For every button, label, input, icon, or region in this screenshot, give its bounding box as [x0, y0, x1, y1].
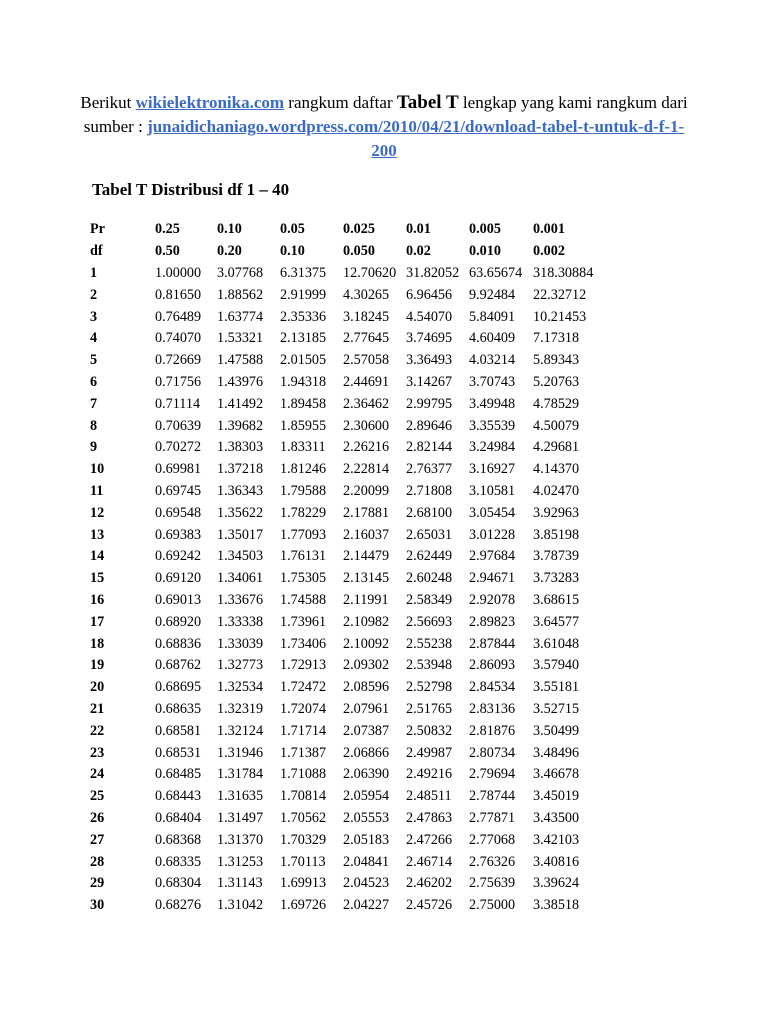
header-df-cell: 0.010	[469, 243, 501, 260]
value-cell: 3.05454	[469, 504, 516, 521]
header-pr-cell: 0.01	[406, 221, 431, 238]
value-cell: 1.31784	[217, 766, 264, 783]
header-pr-label: Pr	[90, 221, 105, 238]
df-cell: 25	[90, 788, 105, 805]
value-cell: 1.37218	[217, 461, 264, 478]
value-cell: 2.05553	[343, 809, 390, 826]
value-cell: 1.71387	[280, 744, 327, 761]
value-cell: 2.60248	[406, 570, 453, 587]
df-cell: 6	[90, 373, 98, 390]
value-cell: 1.74588	[280, 591, 327, 608]
value-cell: 4.29681	[533, 439, 580, 456]
value-cell: 2.45726	[406, 897, 453, 914]
header-df-cell: 0.50	[155, 243, 180, 260]
value-cell: 2.10092	[343, 635, 390, 652]
value-cell: 2.94671	[469, 570, 516, 587]
value-cell: 2.53948	[406, 657, 453, 674]
value-cell: 1.69726	[280, 897, 327, 914]
value-cell: 2.36462	[343, 395, 390, 412]
value-cell: 1.70562	[280, 809, 327, 826]
value-cell: 1.79588	[280, 482, 327, 499]
value-cell: 2.80734	[469, 744, 516, 761]
value-cell: 1.31497	[217, 809, 264, 826]
intro-middle: rangkum daftar	[284, 93, 397, 112]
value-cell: 0.68304	[155, 875, 202, 892]
df-cell: 2	[90, 286, 98, 303]
value-cell: 0.74070	[155, 330, 202, 347]
value-cell: 2.92078	[469, 591, 516, 608]
table-heading: Tabel T Distribusi df 1 – 40	[92, 180, 290, 199]
value-cell: 1.94318	[280, 373, 327, 390]
value-cell: 4.03214	[469, 352, 516, 369]
intro-bold-term: Tabel T	[396, 92, 459, 113]
value-cell: 4.50079	[533, 417, 580, 434]
value-cell: 1.32534	[217, 679, 264, 696]
header-df-cell: 0.10	[280, 243, 305, 260]
value-cell: 2.26216	[343, 439, 390, 456]
value-cell: 2.30600	[343, 417, 390, 434]
value-cell: 63.65674	[469, 264, 523, 281]
value-cell: 3.35539	[469, 417, 516, 434]
value-cell: 2.87844	[469, 635, 516, 652]
table-row	[90, 263, 613, 285]
intro-prefix: Berikut	[80, 93, 136, 112]
value-cell: 2.17881	[343, 504, 390, 521]
df-cell: 3	[90, 308, 98, 325]
value-cell: 1.00000	[155, 264, 202, 281]
value-cell: 1.72913	[280, 657, 327, 674]
table-row	[90, 481, 613, 503]
value-cell: 1.31946	[217, 744, 264, 761]
value-cell: 6.31375	[280, 264, 327, 281]
value-cell: 0.69981	[155, 461, 202, 478]
value-cell: 2.77871	[469, 809, 516, 826]
value-cell: 1.43976	[217, 373, 264, 390]
value-cell: 1.33039	[217, 635, 264, 652]
value-cell: 6.96456	[406, 286, 453, 303]
header-pr-cell: 0.10	[217, 221, 242, 238]
value-cell: 2.04841	[343, 853, 390, 870]
header-pr-cell: 0.05	[280, 221, 305, 238]
value-cell: 3.92963	[533, 504, 580, 521]
value-cell: 3.07768	[217, 264, 264, 281]
value-cell: 0.68695	[155, 679, 202, 696]
value-cell: 0.68531	[155, 744, 202, 761]
value-cell: 1.47588	[217, 352, 264, 369]
df-cell: 12	[90, 504, 105, 521]
table-row	[90, 284, 613, 306]
value-cell: 3.70743	[469, 373, 516, 390]
df-cell: 13	[90, 526, 105, 543]
df-cell: 22	[90, 722, 105, 739]
value-cell: 10.21453	[533, 308, 587, 325]
header-pr-cell: 0.001	[533, 221, 565, 238]
value-cell: 1.33676	[217, 591, 264, 608]
value-cell: 3.18245	[343, 308, 390, 325]
value-cell: 3.85198	[533, 526, 580, 543]
value-cell: 1.76131	[280, 548, 327, 565]
value-cell: 3.40816	[533, 853, 580, 870]
value-cell: 5.84091	[469, 308, 516, 325]
value-cell: 3.52715	[533, 700, 580, 717]
value-cell: 1.69913	[280, 875, 327, 892]
value-cell: 4.60409	[469, 330, 516, 347]
df-cell: 9	[90, 439, 98, 456]
value-cell: 4.54070	[406, 308, 453, 325]
table-row	[90, 306, 613, 328]
value-cell: 2.83136	[469, 700, 516, 717]
df-cell: 10	[90, 461, 105, 478]
value-cell: 3.55181	[533, 679, 580, 696]
table-row	[90, 786, 613, 808]
value-cell: 2.13185	[280, 330, 327, 347]
table-body	[90, 219, 613, 917]
value-cell: 2.82144	[406, 439, 453, 456]
value-cell: 1.73961	[280, 613, 327, 630]
value-cell: 1.63774	[217, 308, 264, 325]
value-cell: 1.72472	[280, 679, 327, 696]
value-cell: 3.45019	[533, 788, 580, 805]
value-cell: 4.30265	[343, 286, 390, 303]
value-cell: 3.73283	[533, 570, 580, 587]
value-cell: 2.49216	[406, 766, 453, 783]
value-cell: 2.75000	[469, 897, 516, 914]
table-row	[90, 437, 613, 459]
value-cell: 1.78229	[280, 504, 327, 521]
value-cell: 1.70113	[280, 853, 326, 870]
value-cell: 2.51765	[406, 700, 453, 717]
value-cell: 2.84534	[469, 679, 516, 696]
value-cell: 31.82052	[406, 264, 460, 281]
header-df-cell: 0.20	[217, 243, 242, 260]
value-cell: 2.48511	[406, 788, 452, 805]
header-row-pr	[90, 219, 613, 241]
df-cell: 20	[90, 679, 105, 696]
value-cell: 2.16037	[343, 526, 390, 543]
value-cell: 0.68335	[155, 853, 202, 870]
value-cell: 2.13145	[343, 570, 390, 587]
value-cell: 3.42103	[533, 831, 580, 848]
value-cell: 0.69745	[155, 482, 202, 499]
table-row	[90, 328, 613, 350]
value-cell: 0.68368	[155, 831, 202, 848]
value-cell: 2.76377	[406, 461, 453, 478]
value-cell: 3.46678	[533, 766, 580, 783]
value-cell: 2.47266	[406, 831, 453, 848]
value-cell: 2.52798	[406, 679, 453, 696]
table-row	[90, 764, 613, 786]
value-cell: 1.88562	[217, 286, 264, 303]
value-cell: 1.31253	[217, 853, 264, 870]
value-cell: 1.39682	[217, 417, 264, 434]
value-cell: 2.56693	[406, 613, 453, 630]
df-cell: 26	[90, 809, 105, 826]
value-cell: 2.89646	[406, 417, 453, 434]
value-cell: 1.89458	[280, 395, 327, 412]
value-cell: 3.38518	[533, 897, 580, 914]
value-cell: 5.20763	[533, 373, 580, 390]
header-df-label: df	[90, 243, 103, 260]
value-cell: 1.32773	[217, 657, 264, 674]
value-cell: 2.75639	[469, 875, 516, 892]
value-cell: 2.07961	[343, 700, 390, 717]
df-cell: 18	[90, 635, 105, 652]
value-cell: 1.75305	[280, 570, 327, 587]
value-cell: 2.09302	[343, 657, 390, 674]
table-row	[90, 895, 613, 917]
value-cell: 1.72074	[280, 700, 327, 717]
value-cell: 318.30884	[533, 264, 594, 281]
value-cell: 2.04523	[343, 875, 390, 892]
value-cell: 2.55238	[406, 635, 453, 652]
value-cell: 2.07387	[343, 722, 390, 739]
value-cell: 12.70620	[343, 264, 397, 281]
value-cell: 1.73406	[280, 635, 327, 652]
value-cell: 1.34061	[217, 570, 264, 587]
value-cell: 2.68100	[406, 504, 453, 521]
value-cell: 3.24984	[469, 439, 516, 456]
header-df-cell: 0.002	[533, 243, 565, 260]
value-cell: 1.31143	[217, 875, 263, 892]
value-cell: 1.70329	[280, 831, 327, 848]
value-cell: 2.06866	[343, 744, 390, 761]
value-cell: 2.89823	[469, 613, 516, 630]
value-cell: 2.91999	[280, 286, 327, 303]
value-cell: 2.44691	[343, 373, 390, 390]
value-cell: 3.01228	[469, 526, 516, 543]
df-cell: 14	[90, 548, 105, 565]
table-row	[90, 742, 613, 764]
value-cell: 0.68762	[155, 657, 202, 674]
value-cell: 9.92484	[469, 286, 516, 303]
value-cell: 1.81246	[280, 461, 327, 478]
value-cell: 1.31370	[217, 831, 264, 848]
value-cell: 0.68276	[155, 897, 202, 914]
table-row	[90, 546, 613, 568]
table-row	[90, 393, 613, 415]
value-cell: 0.68485	[155, 766, 202, 783]
table-row	[90, 677, 613, 699]
value-cell: 0.71756	[155, 373, 202, 390]
value-cell: 2.77645	[343, 330, 390, 347]
header-pr-cell: 0.025	[343, 221, 375, 238]
table-row	[90, 699, 613, 721]
value-cell: 3.64577	[533, 613, 580, 630]
value-cell: 0.68443	[155, 788, 202, 805]
value-cell: 1.71714	[280, 722, 327, 739]
value-cell: 2.20099	[343, 482, 390, 499]
value-cell: 2.35336	[280, 308, 327, 325]
df-cell: 17	[90, 613, 105, 630]
df-cell: 24	[90, 766, 105, 783]
value-cell: 3.50499	[533, 722, 580, 739]
value-cell: 22.32712	[533, 286, 587, 303]
value-cell: 2.81876	[469, 722, 516, 739]
df-cell: 19	[90, 657, 105, 674]
value-cell: 4.14370	[533, 461, 580, 478]
value-cell: 3.74695	[406, 330, 453, 347]
value-cell: 3.39624	[533, 875, 580, 892]
intro-paragraph	[80, 91, 688, 163]
value-cell: 1.31635	[217, 788, 264, 805]
value-cell: 2.79694	[469, 766, 516, 783]
value-cell: 1.35017	[217, 526, 264, 543]
df-cell: 15	[90, 570, 105, 587]
value-cell: 3.36493	[406, 352, 453, 369]
value-cell: 3.43500	[533, 809, 580, 826]
value-cell: 3.16927	[469, 461, 516, 478]
header-pr-cell: 0.005	[469, 221, 501, 238]
header-df-cell: 0.02	[406, 243, 431, 260]
value-cell: 3.49948	[469, 395, 516, 412]
value-cell: 4.78529	[533, 395, 580, 412]
value-cell: 1.34503	[217, 548, 264, 565]
value-cell: 2.14479	[343, 548, 390, 565]
value-cell: 0.70272	[155, 439, 202, 456]
header-row-df	[90, 241, 613, 263]
value-cell: 3.48496	[533, 744, 580, 761]
value-cell: 5.89343	[533, 352, 580, 369]
intro-suffix: lengkap yang kami rangkum dari sumber :	[83, 93, 688, 136]
t-distribution-table	[90, 219, 613, 917]
value-cell: 0.69120	[155, 570, 202, 587]
value-cell: 0.72669	[155, 352, 202, 369]
table-row	[90, 350, 613, 372]
value-cell: 1.53321	[217, 330, 264, 347]
value-cell: 2.62449	[406, 548, 453, 565]
df-cell: 5	[90, 352, 98, 369]
value-cell: 2.97684	[469, 548, 516, 565]
table-row	[90, 873, 613, 895]
value-cell: 0.76489	[155, 308, 202, 325]
value-cell: 2.22814	[343, 461, 390, 478]
table-row	[90, 611, 613, 633]
table-row	[90, 568, 613, 590]
value-cell: 0.69242	[155, 548, 202, 565]
df-cell: 23	[90, 744, 105, 761]
value-cell: 2.76326	[469, 853, 516, 870]
value-cell: 1.83311	[280, 439, 326, 456]
value-cell: 2.65031	[406, 526, 453, 543]
value-cell: 2.86093	[469, 657, 516, 674]
table-row	[90, 808, 613, 830]
table-row	[90, 829, 613, 851]
value-cell: 0.68635	[155, 700, 202, 717]
value-cell: 1.71088	[280, 766, 327, 783]
value-cell: 1.70814	[280, 788, 327, 805]
value-cell: 3.14267	[406, 373, 453, 390]
df-cell: 7	[90, 395, 98, 412]
value-cell: 2.05183	[343, 831, 390, 848]
df-cell: 16	[90, 591, 105, 608]
table-row	[90, 851, 613, 873]
value-cell: 3.57940	[533, 657, 580, 674]
value-cell: 0.68836	[155, 635, 202, 652]
value-cell: 1.33338	[217, 613, 264, 630]
value-cell: 2.04227	[343, 897, 390, 914]
value-cell: 0.68404	[155, 809, 202, 826]
value-cell: 0.68581	[155, 722, 202, 739]
header-df-cell: 0.050	[343, 243, 375, 260]
df-cell: 29	[90, 875, 105, 892]
value-cell: 2.49987	[406, 744, 453, 761]
value-cell: 1.38303	[217, 439, 264, 456]
df-cell: 21	[90, 700, 105, 717]
value-cell: 2.05954	[343, 788, 390, 805]
table-row	[90, 372, 613, 394]
value-cell: 2.11991	[343, 591, 389, 608]
value-cell: 0.71114	[155, 395, 201, 412]
site-link[interactable]: wikielektronika.com	[135, 93, 285, 112]
value-cell: 1.31042	[217, 897, 264, 914]
value-cell: 0.69383	[155, 526, 202, 543]
value-cell: 2.08596	[343, 679, 390, 696]
df-cell: 28	[90, 853, 105, 870]
value-cell: 7.17318	[533, 330, 580, 347]
value-cell: 2.77068	[469, 831, 516, 848]
value-cell: 2.57058	[343, 352, 390, 369]
value-cell: 0.81650	[155, 286, 202, 303]
df-cell: 11	[90, 482, 104, 499]
value-cell: 2.47863	[406, 809, 453, 826]
df-cell: 8	[90, 417, 98, 434]
table-row	[90, 633, 613, 655]
df-cell: 27	[90, 831, 105, 848]
value-cell: 0.68920	[155, 613, 202, 630]
value-cell: 3.68615	[533, 591, 580, 608]
value-cell: 3.61048	[533, 635, 580, 652]
value-cell: 3.78739	[533, 548, 580, 565]
value-cell: 2.50832	[406, 722, 453, 739]
table-row	[90, 524, 613, 546]
value-cell: 1.32124	[217, 722, 264, 739]
value-cell: 2.46714	[406, 853, 453, 870]
value-cell: 2.78744	[469, 788, 516, 805]
source-link[interactable]: junaidichaniago.wordpress.com/2010/04/21/download-tabel-t-untuk-d-f-1-200	[147, 117, 685, 160]
value-cell: 1.32319	[217, 700, 264, 717]
df-cell: 1	[90, 264, 98, 281]
value-cell: 0.69013	[155, 591, 202, 608]
value-cell: 0.69548	[155, 504, 202, 521]
value-cell: 1.77093	[280, 526, 327, 543]
table-row	[90, 459, 613, 481]
table-row	[90, 655, 613, 677]
value-cell: 2.58349	[406, 591, 453, 608]
table-row	[90, 720, 613, 742]
table-row	[90, 590, 613, 612]
table-row	[90, 415, 613, 437]
value-cell: 4.02470	[533, 482, 580, 499]
value-cell: 1.41492	[217, 395, 264, 412]
value-cell: 2.46202	[406, 875, 453, 892]
value-cell: 1.35622	[217, 504, 264, 521]
df-cell: 4	[90, 330, 98, 347]
value-cell: 2.06390	[343, 766, 390, 783]
df-cell: 30	[90, 897, 105, 914]
value-cell: 3.10581	[469, 482, 516, 499]
value-cell: 2.71808	[406, 482, 453, 499]
header-pr-cell: 0.25	[155, 221, 180, 238]
value-cell: 1.85955	[280, 417, 327, 434]
value-cell: 1.36343	[217, 482, 264, 499]
value-cell: 2.10982	[343, 613, 390, 630]
value-cell: 0.70639	[155, 417, 202, 434]
value-cell: 2.01505	[280, 352, 327, 369]
value-cell: 2.99795	[406, 395, 453, 412]
table-row	[90, 502, 613, 524]
